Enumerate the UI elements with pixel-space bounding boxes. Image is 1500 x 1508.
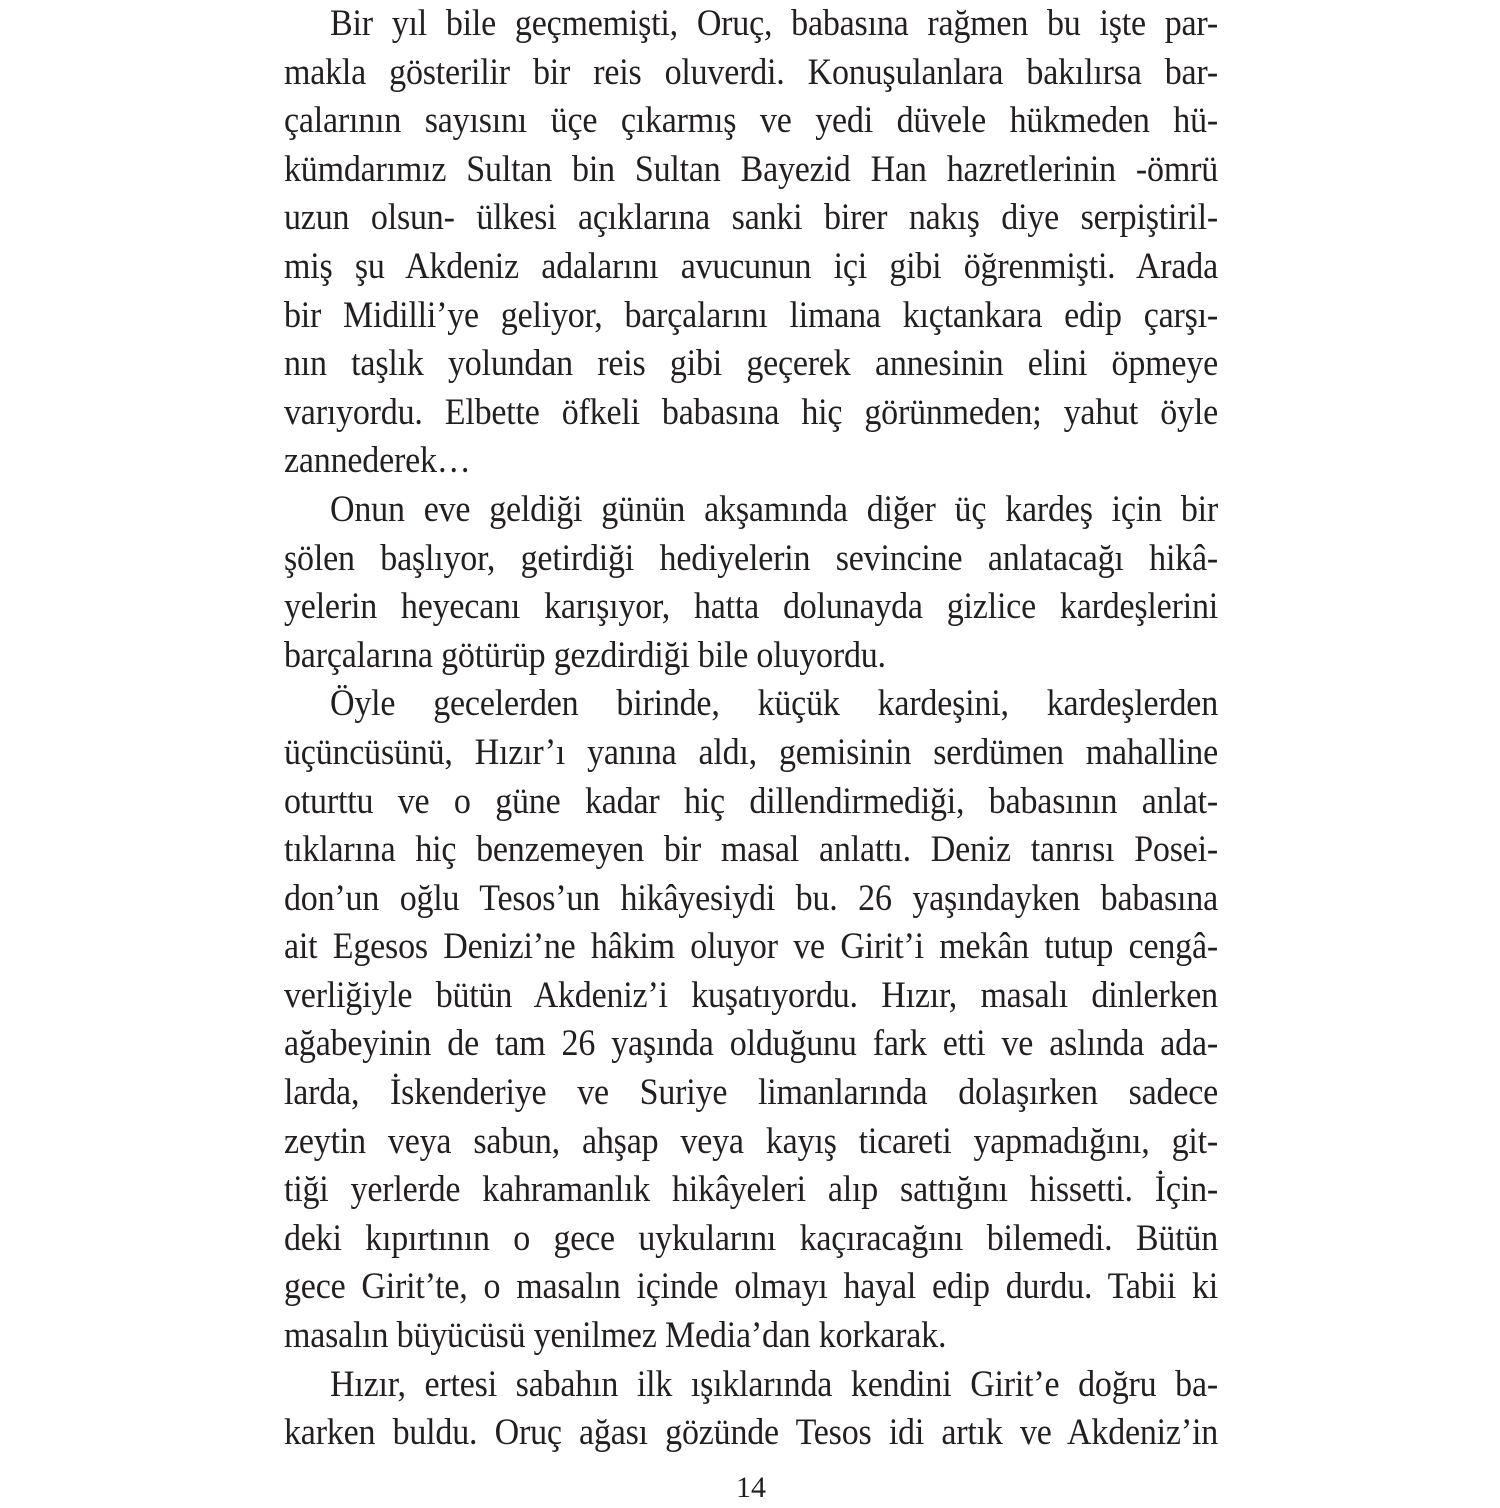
- text-line: tiği yerlerde kahramanlık hikâyeleri alıp sattığını hissetti. İçin-: [284, 1169, 1218, 1210]
- text-line: masalın büyücüsü yenilmez Media’dan korkarak.: [284, 1315, 947, 1356]
- text-line: deki kıpırtının o gece uykularını kaçıracağını bilemedi. Bütün: [284, 1218, 1218, 1259]
- text-line: şölen başlıyor, getirdiği hediyelerin sevincine anlatacağı hikâ-: [284, 537, 1218, 578]
- page-number: 14: [736, 1471, 766, 1504]
- text-line: barçalarına götürüp gezdirdiği bile oluyordu.: [284, 635, 886, 676]
- text-line: miş şu Akdeniz adalarını avucunun içi gibi öğrenmişti. Arada: [284, 246, 1218, 287]
- text-line: zeytin veya sabun, ahşap veya kayış ticareti yapmadığını, git-: [284, 1121, 1218, 1162]
- text-line: Onun eve geldiği günün akşamında diğer üç kardeş için bir: [330, 489, 1218, 530]
- text-line: ait Egesos Denizi’ne hâkim oluyor ve Girit’i mekân tutup cengâ-: [284, 926, 1218, 967]
- text-line: larda, İskenderiye ve Suriye limanlarında dolaşırken sadece: [284, 1072, 1218, 1113]
- text-line: Öyle gecelerden birinde, küçük kardeşini, kardeşlerden: [330, 683, 1218, 724]
- text-line: verliğiyle bütün Akdeniz’i kuşatıyordu. Hızır, masalı dinlerken: [284, 975, 1218, 1016]
- text-line: Bir yıl bile geçmemişti, Oruç, babasına rağmen bu işte par-: [330, 3, 1218, 44]
- text-line: Hızır, ertesi sabahın ilk ışıklarında kendini Girit’e doğru ba-: [330, 1364, 1218, 1405]
- text-line: kümdarımız Sultan bin Sultan Bayezid Han hazretlerinin -ömrü: [284, 149, 1218, 190]
- book-page: [284, 0, 1218, 1504]
- text-line: tıklarına hiç benzemeyen bir masal anlattı. Deniz tanrısı Posei-: [284, 829, 1218, 870]
- text-line: çalarının sayısını üçe çıkarmış ve yedi düvele hükmeden hü-: [284, 100, 1218, 141]
- paragraph-3: [284, 680, 1218, 1360]
- text-line: gece Girit’te, o masalın içinde olmayı hayal edip durdu. Tabii ki: [284, 1266, 1218, 1307]
- body-text: [284, 0, 1218, 1458]
- text-line: oturttu ve o güne kadar hiç dillendirmediği, babasının anlat-: [284, 780, 1218, 821]
- paragraph-1: [284, 0, 1218, 486]
- text-line: yelerin heyecanı karışıyor, hatta dolunayda gizlice kardeşlerini: [284, 586, 1218, 627]
- text-line: üçüncüsünü, Hızır’ı yanına aldı, gemisinin serdümen mahalline: [284, 732, 1218, 773]
- text-line: karken buldu. Oruç ağası gözünde Tesos idi artık ve Akdeniz’in: [284, 1412, 1218, 1453]
- text-line: nın taşlık yolundan reis gibi geçerek annesinin elini öpmeye: [284, 343, 1218, 384]
- text-line: zannederek…: [284, 440, 471, 481]
- text-line: ağabeyinin de tam 26 yaşında olduğunu fark etti ve aslında ada-: [284, 1023, 1218, 1064]
- text-line: varıyordu. Elbette öfkeli babasına hiç görünmeden; yahut öyle: [284, 392, 1218, 433]
- text-line: bir Midilli’ye geliyor, barçalarını limana kıçtankara edip çarşı-: [284, 295, 1218, 335]
- paragraph-2: [284, 486, 1218, 680]
- text-line: uzun olsun- ülkesi açıklarına sanki birer nakış diye serpiştiril-: [284, 197, 1218, 238]
- text-line: don’un oğlu Tesos’un hikâyesiydi bu. 26 yaşındayken babasına: [284, 878, 1218, 919]
- text-line: makla gösterilir bir reis oluverdi. Konuşulanlara bakılırsa bar-: [284, 52, 1218, 93]
- paragraph-4: [284, 1361, 1218, 1458]
